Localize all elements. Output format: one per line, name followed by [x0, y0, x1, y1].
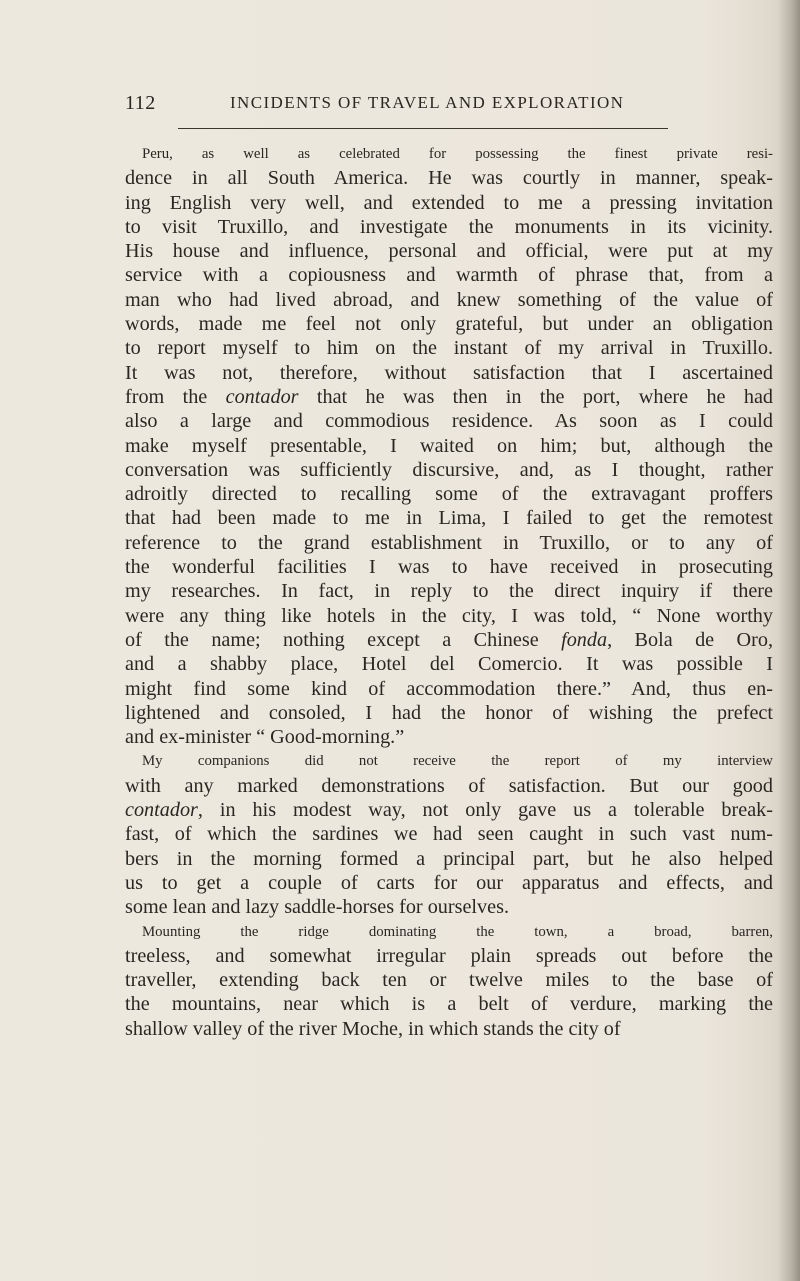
running-head: INCIDENTS OF TRAVEL AND EXPLORATION [230, 93, 625, 112]
text-line: us to get a couple of carts for our apparatus and effects, and [125, 871, 773, 894]
text-line: also a large and commodious residence. As soon as I could [125, 410, 773, 433]
text-line: conversation was sufficiently discursive, and, as I thought, rather [125, 458, 773, 481]
text-line: dence in all South America. He was courtly in manner, speak- [125, 167, 773, 190]
text-line: traveller, extending back ten or twelve miles to the base of [125, 969, 773, 992]
header-rule [178, 128, 668, 129]
text-line: some lean and lazy saddle-horses for ourselves. [125, 896, 509, 919]
text-line: ing English very well, and extended to me a pressing invitation [125, 191, 773, 214]
text-line: my researches. In fact, in reply to the direct inquiry if there [125, 580, 773, 603]
text-line: man who had lived abroad, and knew something of the value of [125, 288, 773, 311]
text-line: the wonderful facilities I was to have received in prosecuting [125, 556, 773, 579]
text-line: to visit Truxillo, and investigate the monuments in its vicinity. [125, 215, 773, 238]
text-line: contador, in his modest way, not only gave us a tolerable break- [125, 799, 773, 822]
text-line: fast, of which the sardines we had seen caught in such vast num- [125, 823, 773, 846]
text-line: with any marked demonstrations of satisfaction. But our good [125, 774, 773, 797]
text-line: were any thing like hotels in the city, I was told, “ None worthy [125, 604, 773, 627]
text-line: that had been made to me in Lima, I failed to get the remotest [125, 507, 773, 530]
text-line: My companions did not receive the report of my interview [142, 753, 773, 770]
text-line: the mountains, near which is a belt of verdure, marking the [125, 993, 773, 1016]
text-line: adroitly directed to recalling some of the extravagant proffers [125, 483, 773, 506]
page-number: 112 [125, 92, 156, 114]
text-line: His house and influence, personal and official, were put at my [125, 240, 773, 263]
text-line: treeless, and somewhat irregular plain spreads out before the [125, 944, 773, 967]
text-line: Peru, as well as celebrated for possessing the finest private resi- [142, 146, 773, 162]
text-line: might find some kind of accommodation there.” And, thus en- [125, 677, 773, 700]
text-line: and a shabby place, Hotel del Comercio. It was possible I [125, 653, 773, 676]
text-line: reference to the grand establishment in Truxillo, or to any of [125, 531, 773, 554]
body-text [125, 142, 773, 1041]
text-line: from the contador that he was then in the port, where he had [125, 385, 773, 408]
text-line: of the name; nothing except a Chinese fonda, Bola de Oro, [125, 628, 774, 651]
text-line: make myself presentable, I waited on him; but, although the [125, 434, 773, 457]
text-line: to report myself to him on the instant of my arrival in Truxillo. [125, 337, 773, 360]
page-edge-shadow [778, 0, 800, 1281]
text-line: lightened and consoled, I had the honor of wishing the prefect [125, 701, 773, 724]
page-header [125, 92, 665, 118]
text-line: words, made me feel not only grateful, but under an obligation [125, 313, 773, 336]
text-line: shallow valley of the river Moche, in which stands the city of [125, 1017, 621, 1040]
text-line: It was not, therefore, without satisfaction that I ascertained [125, 361, 773, 384]
text-line: bers in the morning formed a principal part, but he also helped [125, 847, 773, 870]
text-line: Mounting the ridge dominating the town, a broad, barren, [142, 923, 773, 940]
text-line: and ex-minister “ Good-morning.” [125, 726, 405, 749]
text-line: service with a copiousness and warmth of phrase that, from a [125, 264, 773, 287]
